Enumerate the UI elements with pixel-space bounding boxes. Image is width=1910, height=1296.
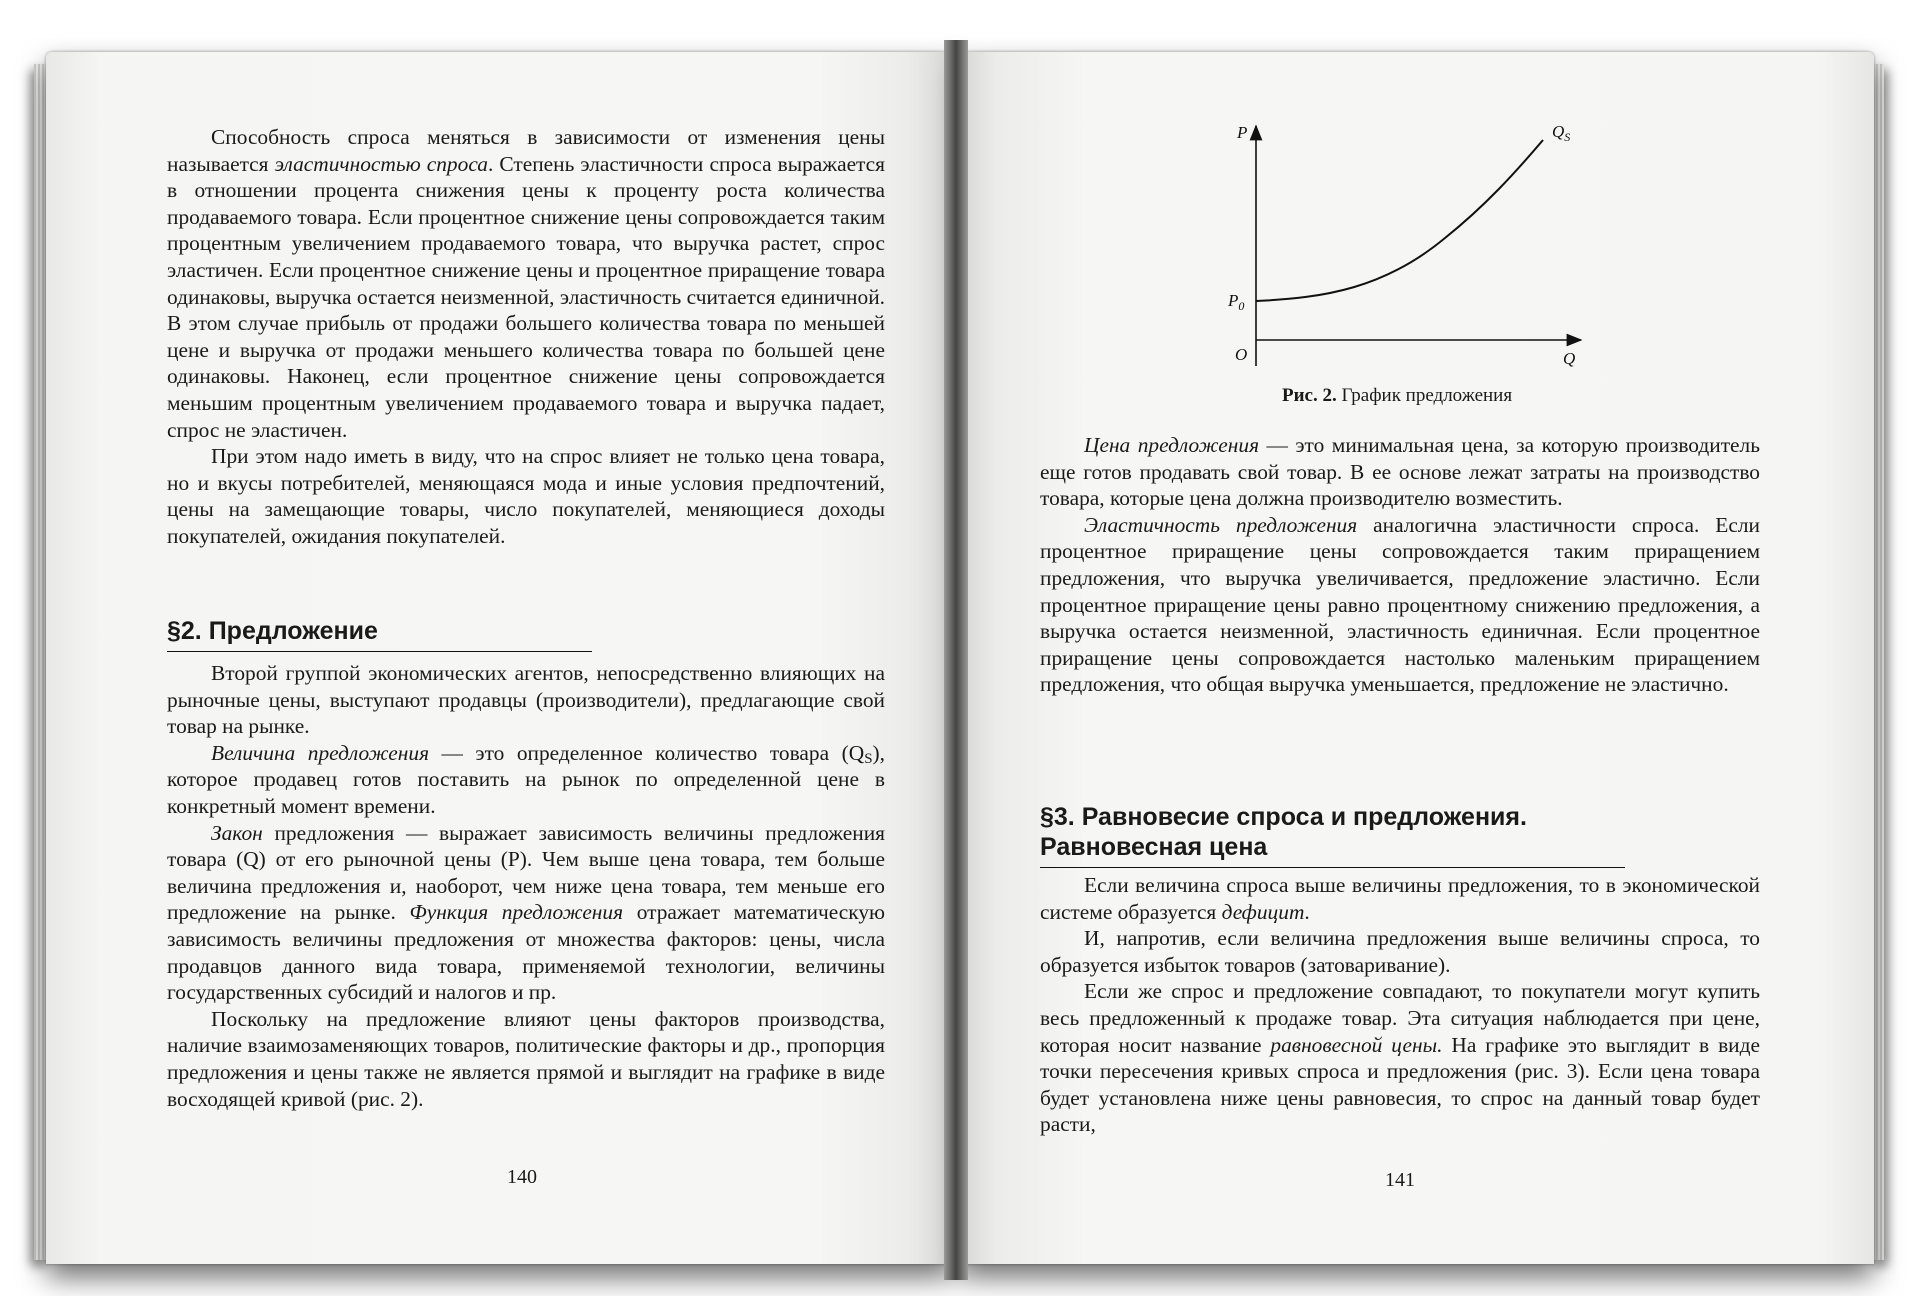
- text-run: Если величина спроса выше величины предложения, то в экономической системе образуется: [1040, 873, 1760, 924]
- paragraph: [1040, 872, 1760, 925]
- p0-main: P: [1228, 291, 1239, 310]
- italic-term: эластичностью спроса: [274, 151, 488, 176]
- figure-caption-text: График предложения: [1336, 385, 1513, 406]
- paragraph: [167, 740, 885, 820]
- page-number-left: 140: [507, 1166, 537, 1188]
- italic-term: Величина предложения: [211, 740, 430, 765]
- axis-label-p: P: [1237, 123, 1248, 142]
- italic-term: Цена предложения: [1084, 433, 1260, 457]
- left-paragraphs-top: [167, 124, 885, 550]
- paragraph: [167, 1006, 885, 1112]
- left-paragraphs-bottom: [167, 660, 885, 1112]
- paragraph: [167, 443, 885, 549]
- text-run: — это определенное количество товара (Q: [429, 740, 865, 765]
- italic-term: Эластичность предложения: [1084, 512, 1358, 537]
- paragraph: [1040, 978, 1760, 1138]
- section-heading-equilibrium: [1040, 802, 1625, 868]
- text-run: — это минимальная цена, за которую производитель еще готов продавать свой товар. В ее основе лежат затраты на производство товара, которые цена должна производителю возместить.: [1040, 433, 1760, 511]
- qs-sub: S: [1564, 130, 1571, 144]
- section-heading-supply: §2. Предложение: [167, 616, 592, 652]
- subscript: S: [864, 750, 873, 767]
- text-run: .: [1304, 899, 1310, 924]
- text-run: Если же спрос и предложение совпадают, то покупатели могут купить весь предложенный к продаже товар. Эта ситуация наблюдается при цене, которая носит название: [1040, 979, 1760, 1057]
- text-run: Второй группой экономических агентов, непосредственно влияющих на рыночные цены, выступают продавцы (производители), предлагающие свой товар на рынке.: [167, 661, 885, 739]
- p0-label: [1227, 291, 1244, 313]
- text-run: Поскольку на предложение влияют цены факторов производства, наличие взаимозаменяющих товаров, политические факторы и др., пропорция предложения и цены также не является прямой и выглядит на графике в виде восходящей кривой (рис. 2).: [167, 1006, 885, 1111]
- right-page-text-top: [1040, 432, 1760, 698]
- supply-graph: [1215, 118, 1605, 378]
- left-page-text-bottom: [167, 660, 885, 1112]
- right-paragraphs-bottom: [1040, 872, 1760, 1138]
- qs-main: Q: [1552, 122, 1565, 141]
- book-spine: [944, 40, 968, 1280]
- origin-label: O: [1235, 345, 1248, 364]
- text-run: предложения — выражает зависимость величины предложения товара (Q) от его рыночной цены (P). Чем выше цена товара, тем больше величина предложения и, наоборот, чем ниже цена товара, тем меньше его предложение на рынке.: [167, 820, 885, 925]
- right-paragraphs-top: [1040, 432, 1760, 698]
- text-run: аналогична эластичности спроса. Если процентное приращение цены сопровождается таким приращением предложения, что выручка увеличивается, предложение эластично. Если процентное приращение цены равно процентному снижению предложения, а выручка остается неизменной, эластичность единичная. Если процентное приращение цены сопровождается настолько маленьким приращением предложения, что общая выручка уменьшается, предложение не эластично.: [1040, 512, 1760, 697]
- italic-term: равновесной цены.: [1270, 1032, 1443, 1057]
- italic-term: Функция предложения: [409, 900, 624, 925]
- text-run: И, напротив, если величина предложения выше величины спроса, то образуется избыток товаров (затоваривание).: [1040, 926, 1760, 977]
- italic-term: Закон: [211, 820, 263, 845]
- text-run: . Степень эластичности спроса выражается в отношении процента снижения цены к проценту роста количества продаваемого товара. Если процентное снижение цены сопровождается таким процентным увеличением продаваемого товара, что выручка растет, спрос эластичен. Если процентное снижение цены и процентное приращение товара одинаковы, выручка остается неизменной, эластичность считается единичной. В этом случае прибыль от продажи большего количества товара по меньшей цене и выручка от продажи меньшего количества товара по большей цене одинаковы. Наконец, если процентное снижение цены сопровождается меньшим процентным увеличением продаваемого товара и выручка падает, спрос не эластичен.: [167, 151, 885, 442]
- right-page-text-bottom: [1040, 872, 1760, 1138]
- text-run: При этом надо иметь в виду, что на спрос влияет не только цена товара, но и вкусы потребителей, меняющаяся мода и иные условия предпочтений, цены на замещающие товары, число покупателей, меняющиеся доходы покупателей, ожидания покупателей.: [167, 444, 885, 548]
- italic-term: дефицит: [1221, 899, 1305, 924]
- paragraph: [1040, 432, 1760, 512]
- paragraph: [167, 660, 885, 740]
- page-number-right: 141: [1385, 1169, 1415, 1191]
- text-run: На графике это выглядит в виде точки пересечения кривых спроса и предложения (рис. 3). Если цена товара будет установлена ниже цены равновесия, то спрос на данный товар будет расти,: [1040, 1032, 1760, 1137]
- figure-caption-number: Рис. 2.: [1282, 385, 1337, 406]
- paragraph: [1040, 925, 1760, 978]
- p0-sub: 0: [1238, 299, 1245, 313]
- paragraph: [1040, 512, 1760, 698]
- section-heading-equilibrium-line1: §3. Равновесие спроса и предложения.: [1040, 803, 1527, 831]
- figure-caption: [1282, 384, 1512, 408]
- left-page-text-top: [167, 124, 885, 550]
- text-run: Способность спроса меняться в зависимости от изменения цены называется: [167, 125, 885, 176]
- text-run: ), которое продавец готов поставить на рынок по определенной цене в конкретный момент времени.: [167, 740, 886, 818]
- paragraph: [167, 820, 885, 1006]
- axis-label-q: Q: [1563, 349, 1576, 368]
- section-heading-equilibrium-line2: Равновесная цена: [1040, 833, 1268, 861]
- text-run: отражает математическую зависимость величины предложения от множества факторов: цены, числа продавцов данного вида товара, применяемой технологии, величины государственных субсидий и налогов и пр.: [167, 900, 885, 1005]
- supply-curve: [1256, 140, 1543, 301]
- paragraph: [167, 124, 885, 443]
- curve-label-qs: [1552, 122, 1570, 144]
